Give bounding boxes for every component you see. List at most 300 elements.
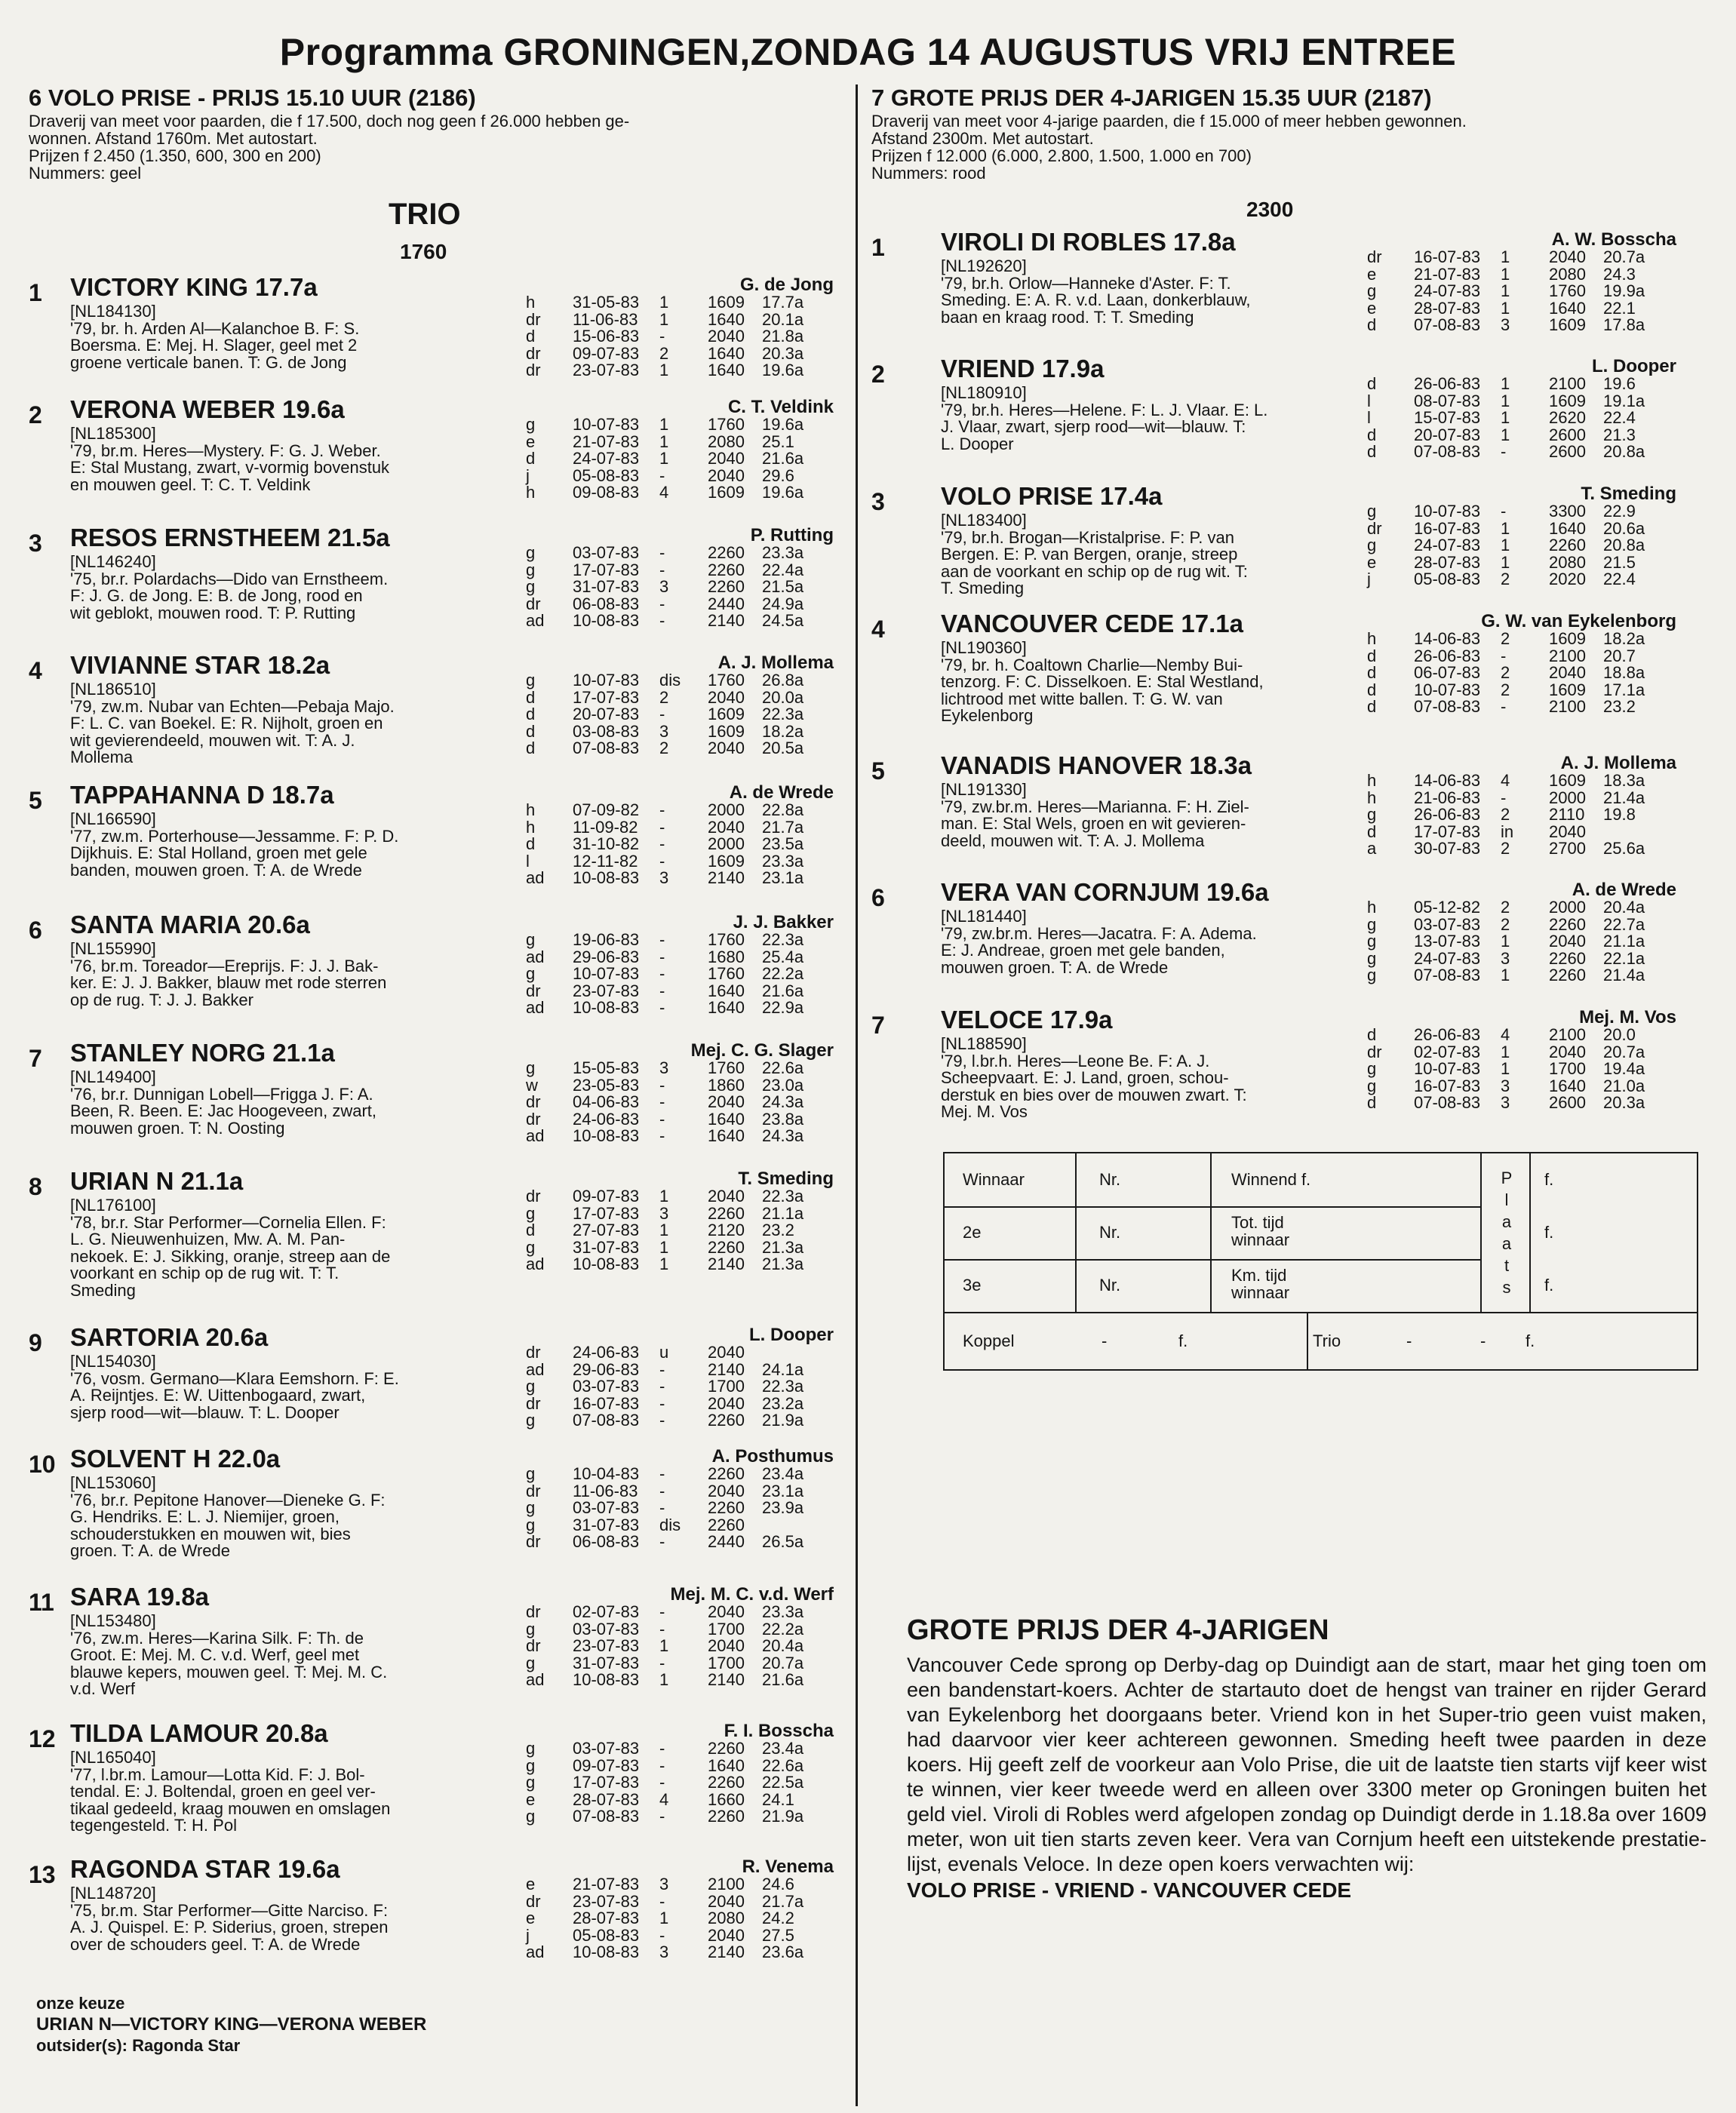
placing: 4 [1501,1025,1510,1044]
distance: 1640 [708,1109,745,1129]
run-date: 16-07-83 [1414,247,1481,266]
track-code: g [526,1773,536,1792]
track-code: d [1367,425,1377,444]
placing: 1 [1501,552,1510,572]
distance: 2100 [1549,646,1586,665]
horse-number: 2 [29,401,42,428]
trainer-name: C. T. Veldink [727,397,834,417]
placing: - [1501,442,1507,461]
placing: 3 [659,1058,669,1077]
distance: 2700 [1549,839,1586,858]
placing: - [659,1359,665,1379]
placing: - [659,465,665,485]
run-row [1367,317,1656,334]
detail-line: tegengesteld. T: H. Pol [70,1816,237,1835]
distance: 2040 [708,1343,745,1362]
km-time: 24.1a [762,1359,804,1379]
horse-details [70,1885,523,1953]
run-row [526,1517,815,1534]
run-date: 12-11-82 [573,851,638,871]
distance: 2260 [708,1411,745,1430]
article-title: GROTE PRIJS DER 4-JARIGEN [907,1614,1329,1646]
track-code: j [526,465,530,485]
run-row [526,484,815,502]
km-time: 21.3a [762,1237,804,1257]
track-code: ad [526,1670,545,1689]
run-row [1367,1027,1656,1044]
track-code: e [526,1875,536,1893]
km-time: 20.7a [762,1653,804,1672]
run-row [526,1256,815,1273]
km-time: 21.3a [762,1255,804,1273]
race-distance: 1760 [400,240,447,263]
placing: - [659,327,665,346]
horse-details [70,1197,523,1299]
recent-runs-table [1367,249,1656,334]
placing: - [659,998,665,1017]
km-time: 23.6a [762,1943,804,1961]
run-date: 08-07-83 [1414,391,1481,410]
km-time: 27.5 [762,1925,794,1945]
placing: - [659,930,665,949]
distance: 1609 [708,705,745,723]
horse-number: 8 [29,1173,42,1200]
run-date: 11-09-82 [573,817,638,837]
detail-line: [NL153480] [70,1611,156,1630]
placing: - [659,1393,665,1413]
horse-number: 9 [29,1329,42,1356]
distance: 2040 [708,1636,745,1655]
km-time: 21.8a [762,327,804,346]
run-row [1367,665,1656,682]
detail-line: [NL154030] [70,1352,156,1371]
placing: u [659,1343,669,1362]
placing: 1 [659,1670,669,1689]
detail-line: ker. E: J. J. Bakker, blauw met rode sterren [70,973,387,992]
track-code: h [1367,898,1377,917]
distance: 2080 [1549,264,1586,284]
detail-line: Groot. E: Mej. M. C. v.d. Werf, geel met [70,1645,360,1664]
run-date: 17-07-83 [1414,822,1481,841]
run-date: 05-12-82 [1414,898,1481,917]
horse-details [941,782,1363,849]
horse-name: RESOS ERNSTHEEM 21.5a [70,524,390,551]
track-code: d [1367,1093,1377,1112]
km-time: 19.6 [1603,374,1636,393]
run-row [526,1000,815,1017]
placing: 2 [659,739,669,757]
track-code: g [526,1464,536,1483]
run-date: 24-07-83 [1414,948,1481,968]
run-row [526,740,815,757]
run-date: 21-07-83 [573,1875,640,1893]
run-date: 07-08-83 [1414,966,1481,984]
distance: 2260 [708,577,745,596]
km-time: 21.6a [762,981,804,1000]
km-time: 20.0a [762,687,804,707]
distance: 2600 [1549,1093,1586,1112]
track-code: e [526,1909,536,1927]
trainer-name: T. Smeding [738,1169,834,1189]
distance: 2000 [1549,898,1586,917]
distance: 1700 [708,1619,745,1638]
detail-line: [NL181440] [941,907,1027,926]
distance: 1640 [708,998,745,1017]
distance: 2040 [708,739,745,757]
track-code: g [526,1237,536,1257]
horse-name: VERA VAN CORNJUM 19.6a [941,878,1269,906]
run-row [1367,951,1656,968]
distance: 1760 [1549,281,1586,300]
distance: 1609 [708,721,745,741]
distance: 1609 [708,483,745,502]
km-time: 29.6 [762,465,794,485]
run-row [526,416,815,434]
distance: 2000 [708,800,745,819]
detail-line: '78, br.r. Star Performer—Cornelia Ellen. F: [70,1212,386,1232]
track-code: h [526,817,536,837]
trainer-name: Mej. C. G. Slager [690,1040,834,1061]
horse-number: 10 [29,1451,56,1478]
track-code: d [1367,697,1377,716]
placing: 1 [1501,264,1510,284]
km-time: 20.8a [1603,442,1645,461]
run-row [1367,933,1656,951]
detail-line: '76, br.r. Pepitone Hanover—Dieneke G. F: [70,1490,386,1510]
run-row [526,434,815,451]
distance: 2140 [708,611,745,630]
distance: 2040 [708,1925,745,1945]
km-time: 22.6a [762,1755,804,1775]
distance: 1760 [708,671,745,689]
detail-line: A. J. Quispel. E: P. Siderius, groen, strepen [70,1918,389,1936]
km-time: 24.6 [762,1875,794,1893]
run-row [526,1893,815,1911]
horse-name: VERONA WEBER 19.6a [70,395,345,423]
placing: 2 [1501,680,1510,699]
placing: 1 [659,309,669,329]
detail-line: tenzorg. F: C. Disselkoen. E: Stal Westland, [941,672,1264,691]
distance: 2040 [708,1891,745,1911]
placing: 1 [659,1909,669,1927]
km-time: 17.8a [1603,315,1645,334]
run-date: 24-07-83 [573,449,640,468]
distance: 2000 [1549,788,1586,807]
run-row [1367,1061,1656,1078]
placing: - [659,543,665,562]
article-pick: VOLO PRISE - VRIEND - VANCOUVER CEDE [907,1878,1352,1902]
horse-name: VRIEND 17.9a [941,355,1105,382]
km-time: 23.4a [762,1739,804,1758]
trainer-name: J. J. Bakker [733,912,834,932]
distance: 2040 [1549,932,1586,951]
track-code: g [1367,1059,1377,1078]
km-time: 24.3 [1603,264,1636,284]
placing: 1 [1501,536,1510,554]
horse-name: VICTORY KING 17.7a [70,273,318,301]
run-row [526,596,815,613]
place-f-1: f. [1544,1170,1554,1189]
distance: 2260 [708,1807,745,1826]
trainer-name: P. Rutting [750,525,834,545]
recent-runs-table [526,1060,815,1145]
track-code: e [1367,552,1377,572]
track-code: g [1367,281,1377,300]
distance: 1640 [1549,298,1586,318]
track-code: dr [1367,247,1382,266]
track-code: d [526,327,536,346]
run-date: 07-08-83 [1414,315,1481,334]
horse-number: 12 [29,1725,56,1752]
placing: - [659,834,665,853]
distance: 1760 [708,415,745,434]
run-row [526,1604,815,1621]
run-row [526,545,815,562]
recent-runs-table [1367,772,1656,858]
run-date: 28-07-83 [573,1909,640,1927]
run-row [1367,1095,1656,1112]
number-label: Nr. [1099,1223,1121,1242]
distance: 2140 [708,868,745,887]
distance: 1700 [1549,1059,1586,1078]
distance: 1640 [1549,518,1586,538]
run-date: 06-07-83 [1414,663,1481,682]
trainer-name: T. Smeding [1581,484,1676,504]
distance: 2260 [708,560,745,579]
km-time: 22.8a [762,800,804,819]
placing: 2 [659,687,669,707]
track-code: g [526,930,536,949]
km-time: 26.5a [762,1532,804,1551]
detail-line: baan en kraag rood. T: T. Smeding [941,307,1194,327]
detail-line: Been, R. Been. E: Jac Hoogeveen, zwart, [70,1101,377,1120]
detail-line: '79, br.h. Heres—Helene. F: L. J. Vlaar. E: L. [941,400,1268,419]
distance: 1609 [1549,680,1586,699]
detail-line: L. Dooper [941,434,1014,453]
track-code: l [1367,408,1371,427]
run-row [526,1672,815,1689]
placing: - [1501,788,1507,807]
run-date: 21-06-83 [1414,788,1481,807]
run-row [526,1466,815,1483]
run-row [526,836,815,853]
km-time: 21.4a [1603,788,1645,807]
track-code: d [526,739,536,757]
run-date: 14-06-83 [1414,629,1481,648]
recent-runs-table [526,1604,815,1689]
recent-runs-table [526,672,815,757]
km-time: 20.4a [762,1636,804,1655]
winning-label: Winnend f. [1231,1170,1311,1189]
distance: 2100 [708,1875,745,1893]
placing: 2 [1501,570,1510,588]
run-date: 03-07-83 [1414,914,1481,934]
placing: 1 [1501,966,1510,984]
km-time [762,1344,815,1362]
placing: - [659,1773,665,1792]
placing: - [659,1092,665,1111]
detail-line: '79, zw.m. Nubar van Echten—Pebaja Majo. [70,696,395,716]
run-row [526,1362,815,1379]
track-code: e [526,432,536,451]
number-label: Nr. [1099,1170,1121,1189]
detail-line: Dijkhuis. E: Stal Holland, groen met gele [70,843,367,862]
distance: 2110 [1549,805,1585,824]
run-row [526,1876,815,1893]
track-code: dr [526,361,541,379]
trainer-name: F. I. Bosscha [724,1721,834,1741]
track-code: g [526,1515,536,1534]
run-row [526,1621,815,1638]
detail-line: E: Stal Mustang, zwart, v-vormig bovenstuk [70,458,390,477]
placing: - [659,947,665,966]
placing: 1 [659,1187,669,1205]
run-date: 16-07-83 [1414,518,1481,538]
run-date: 07-08-83 [1414,1093,1481,1112]
run-date: 31-07-83 [573,1515,640,1534]
placing: in [1501,822,1514,841]
run-date: 10-08-83 [573,611,640,630]
race-description: Draverij van meet voor 4-jarige paarden, die f 15.000 of meer hebben gewonnen. Afstand 2300m. Met autostart. Prijzen f 12.000 (6.000, 2.800, 1.500, 1.000 en 700) Nummers: rood [871,112,1467,183]
horse-name: TILDA LAMOUR 20.8a [70,1719,328,1747]
placing: - [659,1532,665,1551]
run-date: 10-04-83 [573,1464,640,1483]
horse-details [941,258,1363,326]
detail-line: tikaal gedeeld, kraag mouwen en omslagen [70,1798,391,1818]
article-body: Vancouver Cede sprong op Derby-dag op Duindigt aan de start, maar het ging toen om een bandenstart-koers. Achter de startauto doet de hengst van trainer en rijder Gerard van Eykelenborg het doorgaans beter. Vriend kon in het Super-trio geen vuist maken, had daarvoor vier keer achtereen gewonnen. Smeding heeft twee paarden in deze koers. Hij geeft zelf de voorkeur aan Volo Prise, die uit de laatste tien starts vijf keer wist te winnen, vier keer tweede werd en alleen over 3300 meter op Groningen buiten het geld viel. Viroli di Robles werd afgelopen zondag op Duindigt derde in 1.18.8a over 1609 meter, won uit tien starts zeven keer. Vera van Cornjum heeft een uitstekende prestatie-lijst, evenals Veloce. In deze open koers verwachten wij: [907,1654,1707,1875]
placing: dis [659,1515,681,1534]
distance: 1680 [708,947,745,966]
horse-details [70,941,523,1009]
detail-line: J. Vlaar, zwart, sjerp rood—wit—blauw. T: [941,417,1246,436]
detail-line: '79, br. h. Arden Al—Kalanchoe B. F: S. [70,318,360,338]
distance: 2040 [708,687,745,707]
placing: 3 [659,577,669,596]
placing: 2 [1501,663,1510,682]
horse-details [70,303,523,371]
detail-line: '77, zw.m. Porterhouse—Jessamme. F: P. D. [70,826,399,846]
detail-line: G. Hendriks. E: L. J. Niemijer, groen, [70,1507,340,1526]
track-code: j [526,1925,530,1945]
run-date: 09-07-83 [573,1755,640,1775]
km-time: 20.5a [762,739,804,757]
run-date: 26-06-83 [1414,374,1481,393]
distance: 2040 [708,449,745,468]
trainer-name: Mej. M. Vos [1579,1007,1676,1027]
km-time: 17.1a [1603,680,1645,699]
trainer-name: A. J. Mollema [1560,753,1676,773]
km-time: 24.3a [762,1126,804,1145]
track-code: ad [526,998,545,1017]
distance: 2040 [708,1481,745,1500]
detail-line: Mej. M. Vos [941,1102,1028,1121]
placing: 2 [1501,805,1510,824]
run-row [526,1910,815,1927]
run-date: 31-07-83 [573,1653,640,1672]
distance: 2620 [1549,408,1586,427]
distance: 1609 [708,293,745,312]
track-code: j [1367,570,1371,588]
km-time: 23.5a [762,834,804,853]
detail-line: T. Smeding [941,579,1025,597]
run-row [1367,521,1656,538]
placing: - [659,1653,665,1672]
run-date: 05-08-83 [1414,570,1481,588]
km-time: 19.6a [762,361,804,379]
run-date: 10-07-83 [1414,680,1481,699]
km-time: 20.6a [1603,518,1645,538]
track-code: dr [526,1636,541,1655]
detail-line: '79, br.m. Heres—Mystery. F: G. J. Weber. [70,441,381,460]
placing: - [659,1891,665,1911]
run-date: 03-08-83 [573,721,640,741]
distance: 2080 [708,1909,745,1927]
recent-runs-table [1367,631,1656,716]
track-code: dr [526,1481,541,1500]
km-time: 20.0 [1603,1025,1636,1044]
run-row [526,1060,815,1077]
detail-line: [NL186510] [70,680,156,699]
track-code: h [1367,629,1377,648]
track-code: g [526,1739,536,1758]
placing: - [1501,502,1507,521]
distance: 1640 [708,981,745,1000]
detail-line: derstuk en bies over de mouwen zwart. T: [941,1085,1247,1104]
distance: 2260 [1549,966,1586,984]
distance: 1640 [708,1755,745,1775]
distance: 2260 [708,1237,745,1257]
run-date: 23-07-83 [573,1636,640,1655]
km-time [762,1517,815,1534]
run-date: 10-07-83 [573,964,640,983]
detail-line: '79, zw.br.m. Heres—Jacatra. F: A. Adema. [941,923,1257,943]
distance: 1609 [1549,771,1586,790]
track-code: g [1367,932,1377,951]
horse-details [70,1613,523,1698]
km-time: 21.7a [762,817,804,837]
distance: 2040 [708,1092,745,1111]
detail-line: [NL190360] [941,638,1027,657]
detail-line: mouwen groen. T: A. de Wrede [941,957,1169,977]
km-time: 20.8a [1603,536,1645,554]
run-row [526,966,815,983]
run-date: 07-08-83 [1414,697,1481,716]
run-row [1367,503,1656,521]
detail-line: schouderstukken en mouwen wit, bies [70,1524,351,1543]
km-time: 21.5 [1603,552,1636,572]
horse-name: RAGONDA STAR 19.6a [70,1855,340,1883]
track-code: ad [526,611,545,630]
track-code: g [526,1203,536,1223]
horse-details [941,908,1363,976]
run-row [1367,1044,1656,1061]
run-row [1367,772,1656,790]
run-row [1367,840,1656,858]
distance: 2040 [708,327,745,346]
horse-details [70,1475,523,1560]
placing: - [659,1602,665,1621]
placing: - [659,964,665,983]
run-date: 09-08-83 [573,483,640,502]
horse-name: SARTORIA 20.6a [70,1323,269,1351]
detail-line: tendal. E: J. Boltendal, groen en geel ver- [70,1782,376,1801]
horse-name: VIVIANNE STAR 18.2a [70,651,330,679]
horse-name: VANCOUVER CEDE 17.1a [941,610,1244,637]
km-time: 20.4a [1603,898,1645,917]
run-date: 23-05-83 [573,1075,640,1095]
place-f-3: f. [1544,1276,1554,1295]
distance: 2260 [708,1739,745,1758]
